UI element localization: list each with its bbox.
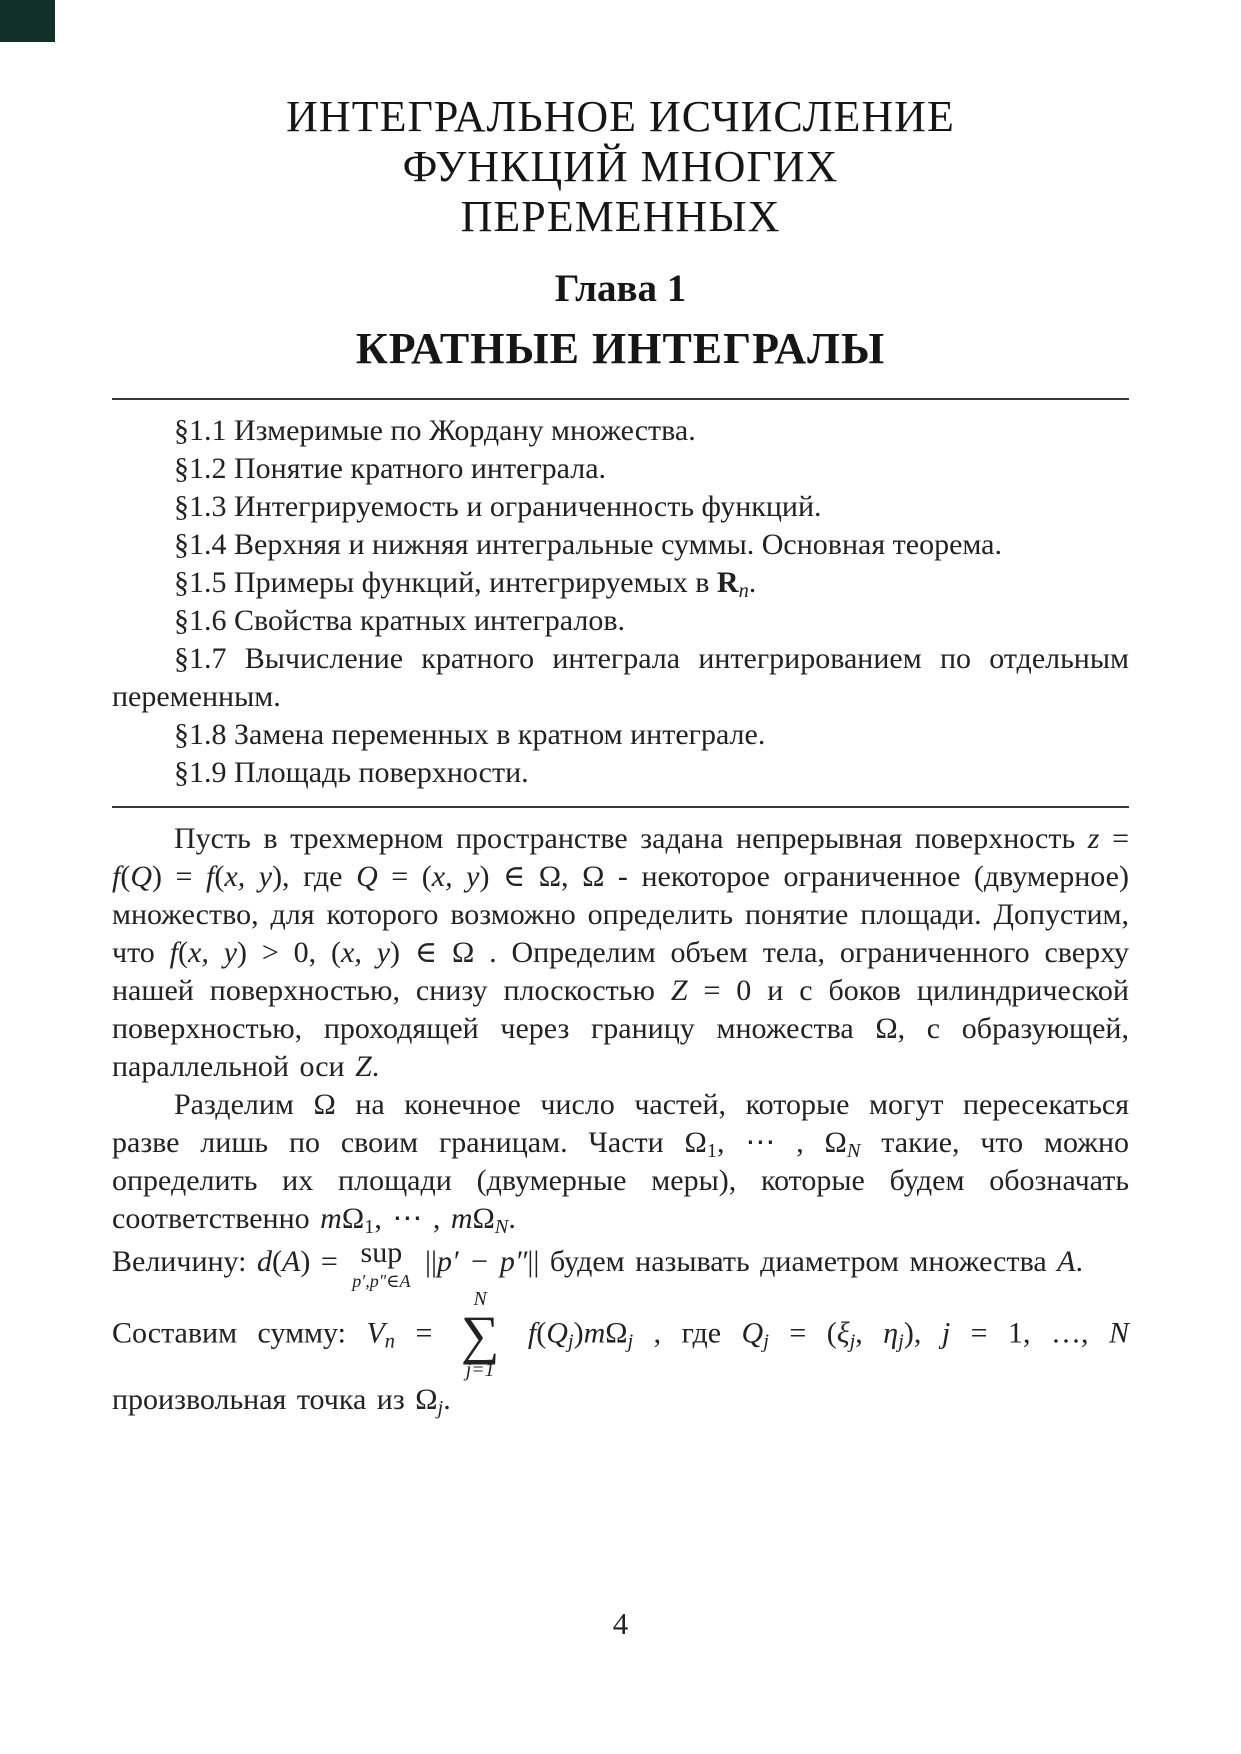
sup-expression: sup p′,p″∈A [352,1236,411,1291]
text-run [507,1316,527,1349]
page-number: 4 [612,1606,629,1641]
text-run: Ω [472,1202,495,1235]
math-run: x, y [188,936,238,969]
text-run: ( [120,860,131,893]
text-run: §1.3 Интегрируемость и ограниченность функций. [174,490,822,523]
text-run: произвольная точка из Ω [112,1382,438,1416]
text-run: = 1, …, [950,1316,1109,1350]
math-run: A [282,1244,301,1278]
math-run: 1 [706,1140,718,1163]
text-run: || будем называть диаметром множества [527,1244,1058,1278]
math-run: Z [355,1050,372,1083]
text-run: Разделим Ω на конечное число частей, которые могут пересекаться разве лишь по своим границам. Части Ω [112,1088,1129,1159]
math-run: f [206,860,215,893]
toc-item [112,488,1129,526]
math-run: Q [130,860,153,893]
math-run: j [941,1316,951,1350]
math-run: V [366,1316,385,1350]
toc-item [112,526,1129,564]
math-run: f [169,936,179,969]
divider-top [112,398,1129,400]
math-run: x, y [224,860,273,893]
text-run: = [1099,822,1129,855]
text-run: = 0 и с боков цилиндрической поверхностью, проходящей через границу множества Ω, с образующей, параллельной оси [112,974,1129,1083]
text-run: ), [903,1316,942,1350]
text-run: . [443,1382,451,1416]
math-run: n [384,1330,395,1353]
book-title-line-1: ИНТЕГРАЛЬНОЕ ИСЧИСЛЕНИЕ [286,92,955,141]
toc-item [112,450,1129,488]
math-run: N [846,1140,861,1163]
math-run: x, y [341,936,391,969]
text-run: Ω [341,1202,365,1235]
text-run: §1.2 Понятие кратного интеграла. [174,452,607,485]
math-run: Q [546,1316,568,1350]
page-header [112,0,1129,374]
text-run: . [371,1050,380,1083]
text-run: ) [573,1316,584,1350]
text-run: Ω [605,1316,628,1350]
math-run: 1 [364,1216,375,1239]
text-run: Пусть в трехмерном пространстве задана непрерывная поверхность [174,822,1088,855]
text-run: ( [536,1316,547,1350]
text-run: , где [633,1316,742,1350]
text-run: ) = [300,1244,349,1278]
math-run: N [1109,1316,1130,1350]
sum-expression: N ∑ j=1 [460,1288,500,1382]
text-run: . [1075,1244,1083,1278]
math-run: d [257,1244,272,1278]
math-run: m [583,1316,606,1350]
toc-item [112,754,1129,792]
math-run: j [627,1330,634,1353]
math-run: N [494,1216,509,1239]
paragraph-3 [112,1238,1129,1290]
book-title-line-3: ПЕРЕМЕННЫХ [460,192,781,241]
text-run: §1.1 Измеримые по Жордану множества. [174,414,696,447]
text-run: такие, что можно определить их площади (двумерные меры), которые будем обозначать соответственно [112,1126,1129,1235]
text-run: = ( [768,1316,837,1350]
math-run: p′ − p″ [437,1244,528,1278]
toc-item [112,564,1129,602]
text-run: §1.6 Свойства кратных интегралов. [174,604,626,637]
text-run: §1.8 Замена переменных в кратном интеграле. [174,718,766,751]
text-run: Величину: [112,1244,257,1278]
math-run: j [898,1330,904,1353]
math-run: f [527,1316,537,1350]
toc-item [112,412,1129,450]
text-run: §1.7 Вычисление кратного интеграла интегрированием по отдельным переменным. [112,642,1129,713]
text-run: , ⋯ , Ω [717,1126,847,1159]
toc-item [112,640,1129,716]
book-title-line-2: ФУНКЦИЙ МНОГИХ [402,142,839,191]
toc-item [112,602,1129,640]
math-run: j [849,1330,856,1353]
table-of-contents [112,412,1129,792]
text-run: ) ∈ Ω, Ω - некоторое ограниченное (двумерное) множество, для которого возможно определить понятие площади. Допустим, что [112,860,1129,969]
math-run: z [1087,822,1100,855]
text-run: ), где [272,860,357,893]
text-run: ( [214,860,225,893]
text-run: R [716,566,739,599]
divider-bottom [112,806,1129,808]
text-run: §1.5 Примеры функций, интегрируемых в [174,566,717,599]
body-text [112,820,1129,1419]
text-run: , ⋯ , [374,1202,451,1235]
text-run: ( [178,936,189,969]
math-run: f [112,860,121,893]
math-run: n [738,580,749,603]
text-run: = [395,1316,453,1350]
paragraph-1 [112,820,1129,1086]
math-run: m [450,1202,473,1235]
toc-item [112,716,1129,754]
text-run: ) > 0, ( [237,936,342,969]
math-run: A [1057,1244,1076,1278]
text-run: = ( [377,860,432,893]
scan-artifact [0,0,55,42]
chapter-label: Глава 1 [554,267,687,310]
math-run: η [883,1316,899,1350]
math-run: Z [670,974,688,1007]
paragraph-2 [112,1086,1129,1238]
text-run: §1.9 Площадь поверхности. [174,756,529,789]
text-run: ) = [152,860,207,893]
math-run: j [763,1330,769,1353]
math-run: Q [741,1316,764,1350]
text-run: ( [272,1244,282,1278]
text-run: || [414,1244,438,1278]
math-run: ξ [836,1316,850,1350]
paragraph-4 [112,1290,1129,1419]
math-run: m [320,1202,342,1235]
chapter-title: КРАТНЫЕ ИНТЕГРАЛЫ [355,324,886,373]
text-run: Составим сумму: [112,1316,367,1350]
text-run: , [855,1316,884,1350]
math-run: x, y [431,860,480,893]
math-run: Q [356,860,378,893]
text-run: ) ∈ Ω . Определим объем тела, ограниченного сверху нашей поверхностью, снизу плоскостью [112,936,1129,1007]
text-run: . [748,566,757,599]
text-run: . [508,1202,516,1235]
math-run: j [437,1396,444,1419]
math-run: j [567,1330,574,1353]
text-run: §1.4 Верхняя и нижняя интегральные суммы. Основная теорема. [174,528,1002,561]
